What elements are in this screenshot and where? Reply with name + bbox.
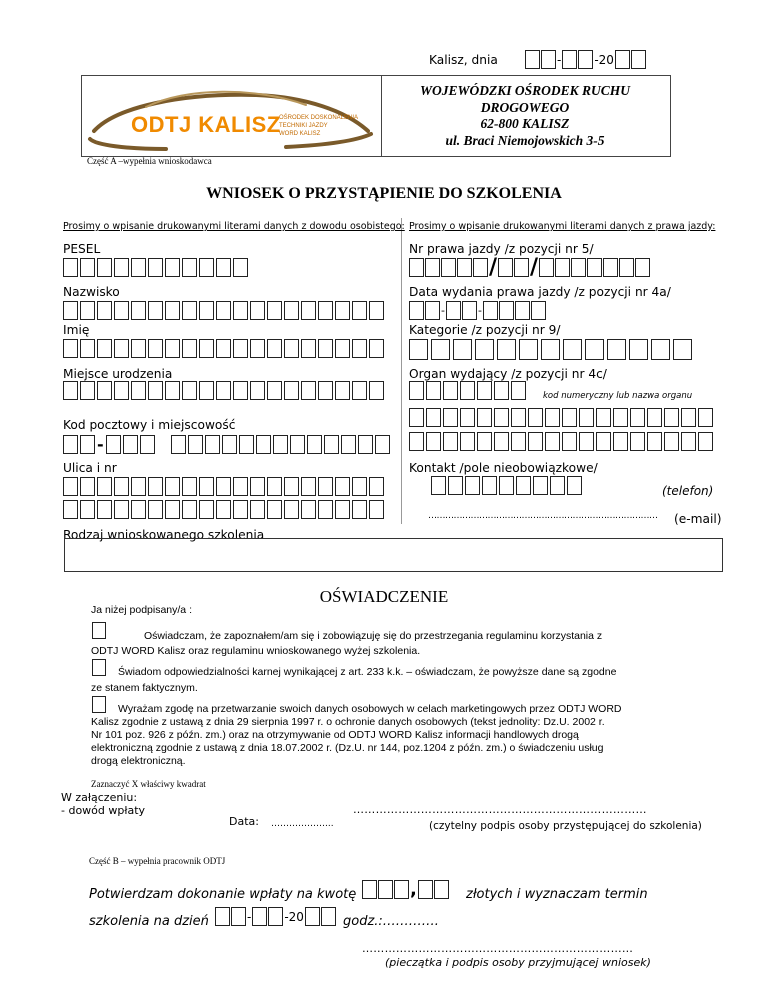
consent-truth-text-2: ze stanem faktycznym. (91, 682, 198, 694)
training-date-text: szkolenia na dzień (89, 914, 209, 929)
logo-subtitle: OŚRODEK DOSKONALENIA TECHNIKI JAZDY WORD KALISZ (279, 115, 359, 137)
right-instruction: Prosimy o wpisanie drukowanymi literami danych z prawa jazdy: (409, 221, 716, 232)
attachments-label: W załączeniu: (61, 791, 138, 804)
consent-truth-text-1: Świadom odpowiedzialności karnej wynikającej z art. 233 k.k. – oświadczam, że powyższe dane są zgodne (118, 666, 617, 678)
payment-text: Potwierdzam dokonanie wpłaty na kwotę (89, 887, 357, 902)
form-title: WNIOSEK O PRZYSTĄPIENIE DO SZKOLENIA (206, 185, 562, 202)
city-date-label: Kalisz, dnia (429, 53, 498, 67)
issue-date-label: Data wydania prawa jazdy /z pozycji nr 4a/ (409, 285, 671, 299)
city-field[interactable] (171, 435, 390, 454)
consent-marketing-text-4: elektroniczną zgodnie z ustawą z dnia 18.07.2002 r. (Dz.U. nr 144, poz.1204 z późn. zm.) o świadczeniu usług (91, 742, 604, 754)
stamp-caption: (pieczątka i podpis osoby przyjmującej wniosek) (385, 956, 651, 969)
email-caption: (e-mail) (674, 512, 722, 526)
stamp-field[interactable]: ……………………………………………………………… (362, 942, 634, 955)
categories-field[interactable] (409, 339, 692, 360)
postal-city-label: Kod pocztowy i miejscowość (63, 418, 236, 432)
issuing-body-code-field[interactable] (409, 381, 526, 400)
signature-caption: (czytelny podpis osoby przystępującej do szkolenia) (429, 820, 702, 832)
surname-label: Nazwisko (63, 285, 120, 299)
consent-regulations-checkbox[interactable] (92, 622, 106, 639)
consent-regulations-text-2: ODTJ WORD Kalisz oraz regulaminu wnioskowanego wyżej szkolenia. (91, 645, 421, 657)
column-divider (401, 218, 402, 524)
consent-regulations-text-1: Oświadczam, że zapoznałem/am się i zobowiązuję się do przestrzegania regulaminu korzystania z (144, 630, 603, 642)
consent-marketing-text-3: Nr 101 poz. 926 z późn. zm.) oraz na otrzymywanie od ODTJ WORD Kalisz informacji handlowych drogą (91, 729, 579, 741)
org-address: WOJEWÓDZKI OŚRODEK RUCHU DROGOWEGO 62-800 KALISZ ul. Braci Niemojowskich 3-5 (419, 83, 631, 148)
birthplace-field[interactable] (63, 381, 384, 400)
left-instruction: Prosimy o wpisanie drukowanymi literami danych z dowodu osobistego: (63, 221, 405, 232)
consent-marketing-text-5: drogą elektroniczną. (91, 755, 186, 767)
part-b-label: Część B – wypełnia pracownik ODTJ (89, 856, 226, 866)
postal-code-field[interactable]: - (63, 435, 155, 454)
header-date-field[interactable]: - -20 (525, 50, 646, 69)
mark-hint: Zaznaczyć X właściwy kwadrat (91, 779, 206, 789)
street-field-row1[interactable] (63, 477, 384, 496)
license-no-label: Nr prawa jazdy /z pozycji nr 5/ (409, 242, 594, 256)
part-a-label: Część A –wypełnia wnioskodawca (87, 156, 212, 166)
issue-date-field[interactable]: - - (409, 301, 546, 320)
issuing-body-name-row2[interactable] (409, 432, 713, 451)
issuing-body-label: Organ wydający /z pozycji nr 4c/ (409, 367, 607, 381)
first-name-label: Imię (63, 323, 90, 337)
street-field-row2[interactable] (63, 500, 384, 519)
email-field[interactable]: ……………………………………………………………………… (428, 511, 658, 521)
surname-field[interactable] (63, 301, 384, 320)
payment-text-2: złotych i wyznaczam termin (466, 887, 648, 902)
license-no-field[interactable]: / / (409, 258, 650, 277)
first-name-field[interactable] (63, 339, 384, 358)
payment-amount-field[interactable]: , (362, 880, 449, 899)
consent-marketing-text-2: Kalisz zgodnie z ustawą z dnia 29 sierpnia 1997 r. o ochronie danych osobowych (tekst jednolity: Dz.U. 2002 r. (91, 716, 605, 728)
consent-marketing-text-1: Wyrażam zgodę na przetwarzanie swoich danych osobowych w celach marketingowych przez ODTJ WORD (118, 703, 622, 715)
attachments-item: - dowód wpłaty (61, 804, 146, 817)
training-type-label: Rodzaj wnioskowanego szkolenia (63, 528, 265, 542)
consent-marketing-checkbox[interactable] (92, 696, 106, 713)
consent-truth-checkbox[interactable] (92, 659, 106, 676)
pesel-label: PESEL (63, 242, 101, 256)
contact-label: Kontakt /pole nieobowiązkowe/ (409, 461, 598, 475)
statement-title: OŚWIADCZENIE (319, 587, 449, 606)
signature-field[interactable]: …………………………………………………………………… (353, 803, 647, 816)
birthplace-label: Miejsce urodzenia (63, 367, 173, 381)
training-type-field[interactable] (64, 538, 723, 572)
street-label: Ulica i nr (63, 461, 117, 475)
logo-text: ODTJ KALISZ (131, 112, 281, 137)
phone-field[interactable] (431, 476, 582, 495)
date-label: Data: (229, 815, 259, 828)
issuing-body-name-row1[interactable] (409, 408, 713, 427)
phone-caption: (telefon) (662, 484, 714, 498)
training-time-field[interactable]: godz.:…………. (343, 914, 439, 929)
pesel-field[interactable] (63, 258, 248, 277)
date-field[interactable]: ………………... (271, 819, 334, 829)
categories-label: Kategorie /z pozycji nr 9/ (409, 323, 561, 337)
issuing-body-hint: kod numeryczny lub nazwa organu (543, 391, 693, 401)
training-date-field[interactable]: - -20 (215, 907, 336, 926)
statement-intro: Ja niżej podpisany/a : (91, 604, 192, 616)
